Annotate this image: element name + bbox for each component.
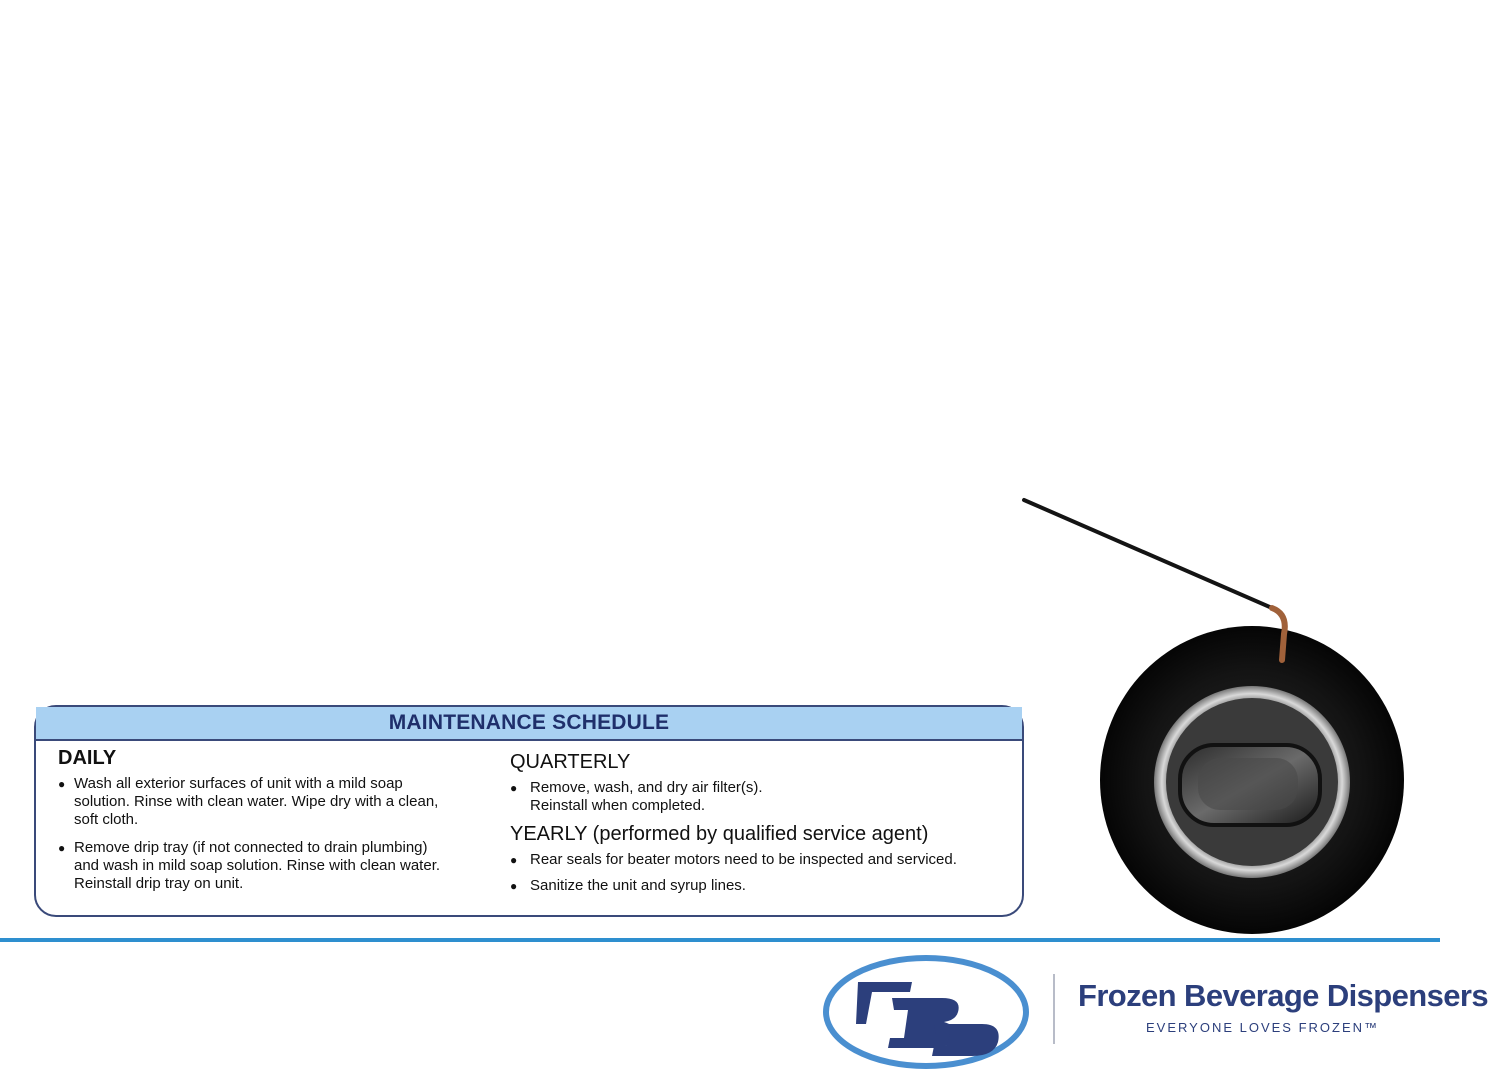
- quarterly-title: QUARTERLY: [510, 751, 631, 773]
- brand-tagline: EVERYONE LOVES FROZEN™: [1146, 1020, 1380, 1035]
- brand-name: Frozen Beverage Dispensers: [1078, 978, 1488, 1013]
- quarterly-yearly-column: [510, 747, 1010, 903]
- yearly-note: (performed by qualified service agent): [592, 823, 929, 845]
- quarterly-list: [510, 779, 1010, 815]
- yearly-item: ● Sanitize the unit and syrup lines.: [510, 877, 1010, 895]
- fbd-logo: [822, 952, 1032, 1072]
- daily-column: [58, 747, 498, 903]
- rear-seal-photo: [1020, 490, 1420, 940]
- seal-icon: [1100, 626, 1404, 934]
- daily-title: DAILY: [58, 747, 117, 769]
- footer-divider-line: [0, 938, 1440, 942]
- daily-item: ● Wash all exterior surfaces of unit with a mild soap solution. Rinse with clean water. Wipe dry with a clean, soft cloth.: [58, 775, 498, 829]
- yearly-heading: [510, 823, 1010, 845]
- yearly-title: YEARLY: [510, 823, 588, 845]
- schedule-title: MAINTENANCE SCHEDULE: [36, 707, 1022, 741]
- daily-list: [58, 775, 498, 893]
- quarterly-item: ● Remove, wash, and dry air filter(s). Reinstall when completed.: [510, 779, 1010, 815]
- yearly-item: ● Rear seals for beater motors need to be inspected and serviced.: [510, 851, 1010, 869]
- yearly-list: [510, 851, 1010, 895]
- brand-divider: [1053, 974, 1055, 1044]
- maintenance-schedule-box: [34, 705, 1024, 917]
- daily-item: ● Remove drip tray (if not connected to drain plumbing) and wash in mild soap solution. Rinse with clean water. Reinstall drip tray on unit.: [58, 839, 498, 893]
